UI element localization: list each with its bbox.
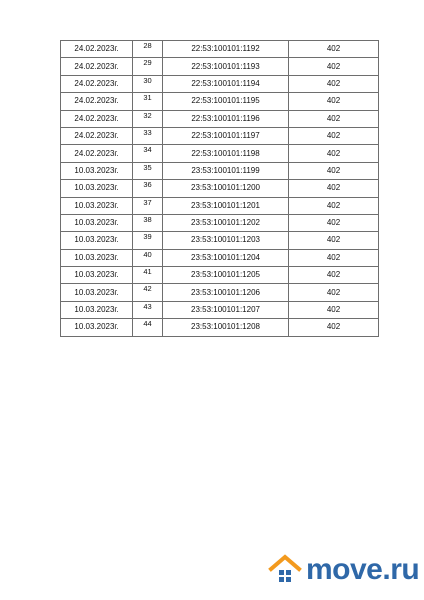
number-cell: 34 bbox=[133, 145, 163, 162]
table-row bbox=[61, 58, 379, 75]
date-cell: 10.03.2023г. bbox=[61, 197, 133, 214]
cadastral-number-cell: 23:53:100101:1208 bbox=[163, 319, 289, 336]
table-row bbox=[61, 301, 379, 318]
date-cell: 10.03.2023г. bbox=[61, 180, 133, 197]
cadastral-number-cell: 23:53:100101:1201 bbox=[163, 197, 289, 214]
number-cell: 29 bbox=[133, 58, 163, 75]
table-row bbox=[61, 249, 379, 266]
area-cell: 402 bbox=[289, 214, 379, 231]
number-cell: 44 bbox=[133, 319, 163, 336]
date-cell: 10.03.2023г. bbox=[61, 249, 133, 266]
cadastral-number-cell: 23:53:100101:1203 bbox=[163, 232, 289, 249]
number-cell: 35 bbox=[133, 162, 163, 179]
area-cell: 402 bbox=[289, 319, 379, 336]
table-row bbox=[61, 145, 379, 162]
date-cell: 24.02.2023г. bbox=[61, 127, 133, 144]
table-row bbox=[61, 319, 379, 336]
area-cell: 402 bbox=[289, 267, 379, 284]
area-cell: 402 bbox=[289, 249, 379, 266]
table-row bbox=[61, 75, 379, 92]
table-row bbox=[61, 110, 379, 127]
date-cell: 10.03.2023г. bbox=[61, 267, 133, 284]
date-cell: 10.03.2023г. bbox=[61, 162, 133, 179]
records-table bbox=[60, 40, 379, 337]
date-cell: 24.02.2023г. bbox=[61, 58, 133, 75]
cadastral-number-cell: 22:53:100101:1197 bbox=[163, 127, 289, 144]
watermark-text: move.ru bbox=[306, 553, 420, 586]
table-row bbox=[61, 127, 379, 144]
table-row bbox=[61, 93, 379, 110]
number-cell: 43 bbox=[133, 301, 163, 318]
date-cell: 24.02.2023г. bbox=[61, 145, 133, 162]
area-cell: 402 bbox=[289, 232, 379, 249]
cadastral-number-cell: 23:53:100101:1200 bbox=[163, 180, 289, 197]
cadastral-number-cell: 22:53:100101:1193 bbox=[163, 58, 289, 75]
area-cell: 402 bbox=[289, 41, 379, 58]
number-cell: 28 bbox=[133, 41, 163, 58]
table-row bbox=[61, 162, 379, 179]
cadastral-number-cell: 23:53:100101:1204 bbox=[163, 249, 289, 266]
number-cell: 40 bbox=[133, 249, 163, 266]
table-row bbox=[61, 232, 379, 249]
area-cell: 402 bbox=[289, 284, 379, 301]
date-cell: 24.02.2023г. bbox=[61, 41, 133, 58]
date-cell: 24.02.2023г. bbox=[61, 75, 133, 92]
date-cell: 10.03.2023г. bbox=[61, 284, 133, 301]
number-cell: 36 bbox=[133, 180, 163, 197]
area-cell: 402 bbox=[289, 145, 379, 162]
table-row bbox=[61, 41, 379, 58]
area-cell: 402 bbox=[289, 93, 379, 110]
date-cell: 24.02.2023г. bbox=[61, 110, 133, 127]
cadastral-number-cell: 23:53:100101:1206 bbox=[163, 284, 289, 301]
number-cell: 42 bbox=[133, 284, 163, 301]
area-cell: 402 bbox=[289, 75, 379, 92]
house-icon bbox=[268, 553, 302, 587]
table-row bbox=[61, 180, 379, 197]
table-row bbox=[61, 267, 379, 284]
number-cell: 30 bbox=[133, 75, 163, 92]
cadastral-number-cell: 22:53:100101:1195 bbox=[163, 93, 289, 110]
number-cell: 38 bbox=[133, 214, 163, 231]
table-row bbox=[61, 284, 379, 301]
area-cell: 402 bbox=[289, 197, 379, 214]
date-cell: 10.03.2023г. bbox=[61, 319, 133, 336]
cadastral-number-cell: 22:53:100101:1194 bbox=[163, 75, 289, 92]
area-cell: 402 bbox=[289, 301, 379, 318]
date-cell: 10.03.2023г. bbox=[61, 301, 133, 318]
date-cell: 10.03.2023г. bbox=[61, 232, 133, 249]
number-cell: 41 bbox=[133, 267, 163, 284]
watermark-logo bbox=[268, 553, 419, 587]
cadastral-number-cell: 23:53:100101:1207 bbox=[163, 301, 289, 318]
area-cell: 402 bbox=[289, 162, 379, 179]
records-table-body bbox=[61, 41, 379, 337]
number-cell: 37 bbox=[133, 197, 163, 214]
table-row bbox=[61, 197, 379, 214]
table-row bbox=[61, 214, 379, 231]
number-cell: 39 bbox=[133, 232, 163, 249]
area-cell: 402 bbox=[289, 110, 379, 127]
cadastral-number-cell: 23:53:100101:1205 bbox=[163, 267, 289, 284]
cadastral-number-cell: 22:53:100101:1198 bbox=[163, 145, 289, 162]
cadastral-number-cell: 23:53:100101:1202 bbox=[163, 214, 289, 231]
number-cell: 32 bbox=[133, 110, 163, 127]
area-cell: 402 bbox=[289, 127, 379, 144]
area-cell: 402 bbox=[289, 180, 379, 197]
cadastral-number-cell: 22:53:100101:1196 bbox=[163, 110, 289, 127]
number-cell: 31 bbox=[133, 93, 163, 110]
number-cell: 33 bbox=[133, 127, 163, 144]
cadastral-number-cell: 23:53:100101:1199 bbox=[163, 162, 289, 179]
cadastral-number-cell: 22:53:100101:1192 bbox=[163, 41, 289, 58]
area-cell: 402 bbox=[289, 58, 379, 75]
date-cell: 24.02.2023г. bbox=[61, 93, 133, 110]
date-cell: 10.03.2023г. bbox=[61, 214, 133, 231]
